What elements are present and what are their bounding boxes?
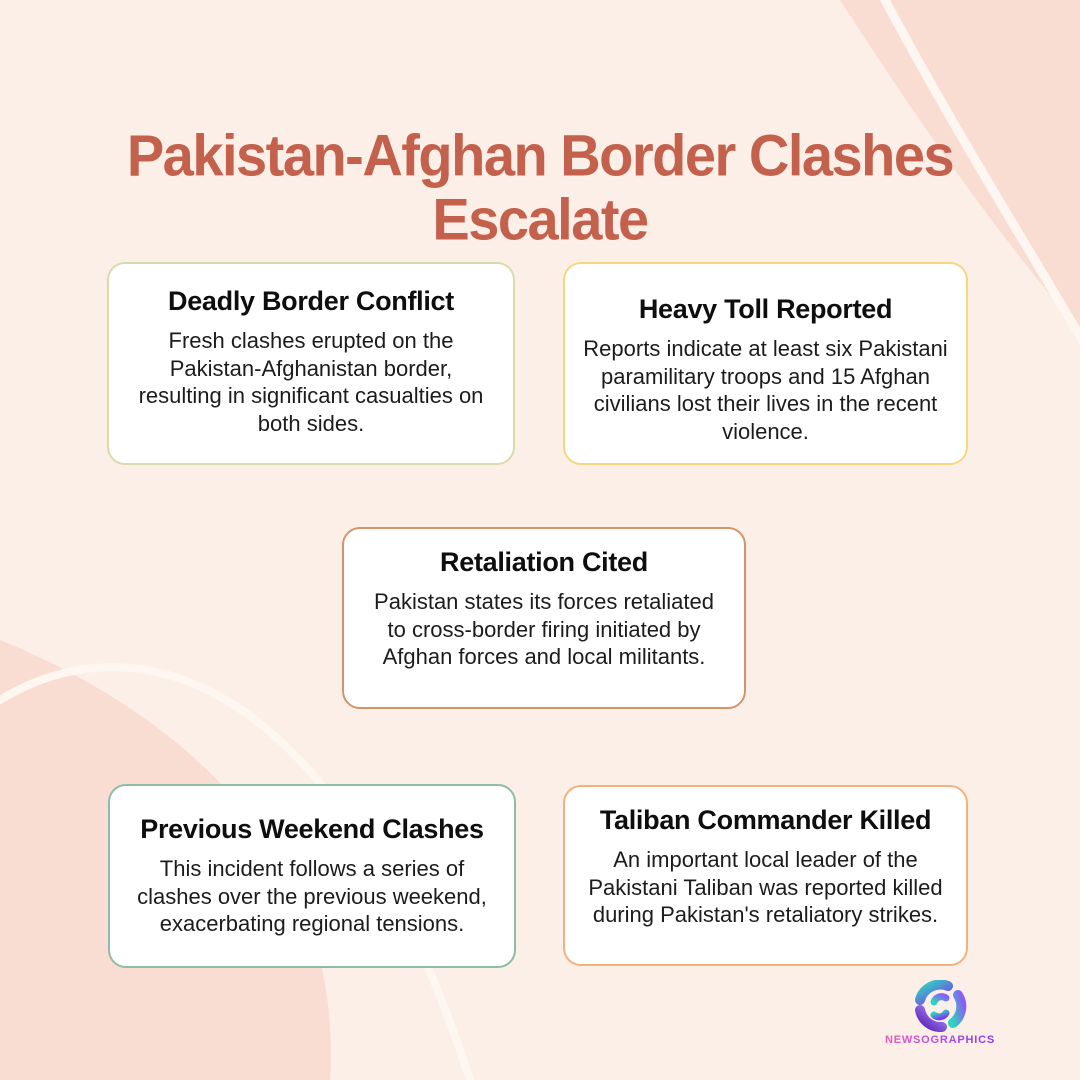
card-title: Heavy Toll Reported <box>638 294 893 324</box>
card-previous-weekend-clashes <box>108 784 516 968</box>
card-body: This incident follows a series of clashes over the previous weekend, exacerbating regional tensions. <box>137 856 487 936</box>
brand-name: NEWSOGRAPHICS <box>870 1034 1010 1046</box>
card-body: Reports indicate at least six Pakistani paramilitary troops and 15 Afghan civilians lost their lives in the recent violence. <box>583 336 948 444</box>
card-heavy-toll-reported <box>563 262 968 465</box>
globe-icon <box>911 980 969 1032</box>
card-title: Deadly Border Conflict <box>168 286 454 316</box>
card-deadly-border-conflict <box>107 262 515 465</box>
page-title <box>0 124 1080 254</box>
card-title: Taliban Commander Killed <box>599 805 932 835</box>
card-title: Retaliation Cited <box>440 547 648 577</box>
page-title-line-2: Escalate <box>432 187 648 253</box>
card-retaliation-cited <box>342 527 746 709</box>
card-body: Fresh clashes erupted on the Pakistan-Afghanistan border, resulting in significant casualties on both sides. <box>138 328 484 436</box>
card-body: An important local leader of the Pakistani Taliban was reported killed during Pakistan's retaliatory strikes. <box>588 847 943 927</box>
card-title: Previous Weekend Clashes <box>140 814 484 844</box>
card-body: Pakistan states its forces retaliated to cross-border firing initiated by Afghan forces and local militants. <box>374 589 714 669</box>
card-taliban-commander-killed <box>563 785 968 966</box>
brand-logo <box>870 980 1010 1046</box>
page-title-line-1: Pakistan-Afghan Border Clashes <box>126 122 954 188</box>
